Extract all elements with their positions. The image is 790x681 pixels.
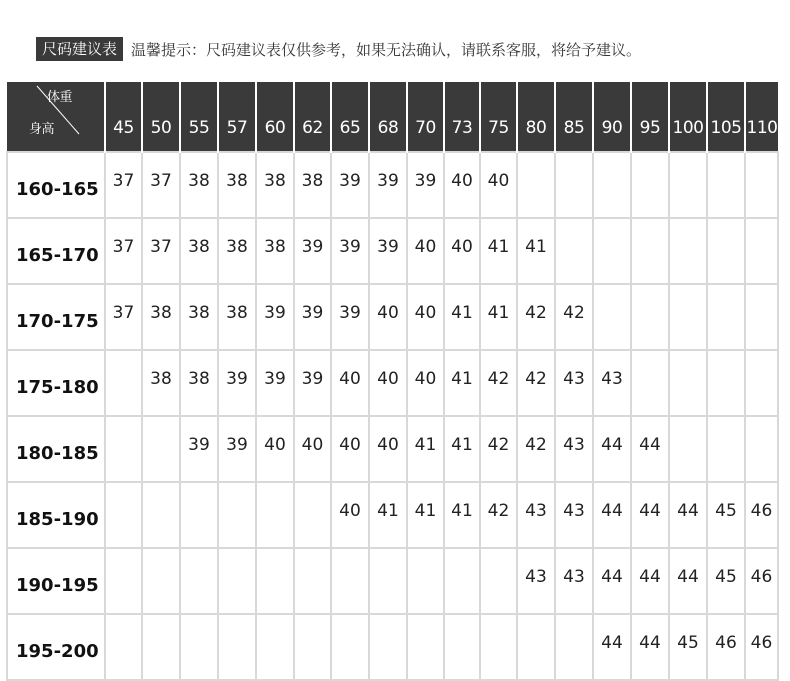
size-cell: 44 xyxy=(593,416,631,482)
size-cell: 46 xyxy=(745,548,778,614)
size-cell: 44 xyxy=(593,614,631,680)
table-row xyxy=(7,416,778,482)
size-cell: 44 xyxy=(631,614,669,680)
weight-header-cell: 60 xyxy=(256,82,294,152)
size-cell xyxy=(142,548,180,614)
weight-header-cell: 55 xyxy=(180,82,218,152)
size-cell: 38 xyxy=(180,218,218,284)
size-cell: 43 xyxy=(555,350,593,416)
size-chart-title: 尺码建议表 xyxy=(36,37,123,61)
size-cell xyxy=(593,218,631,284)
size-cell: 40 xyxy=(480,152,517,218)
table-row xyxy=(7,614,778,680)
page-header xyxy=(36,37,641,61)
size-cell: 43 xyxy=(517,548,555,614)
size-cell: 45 xyxy=(707,548,745,614)
size-cell: 39 xyxy=(369,152,407,218)
size-cell: 41 xyxy=(369,482,407,548)
size-cell: 39 xyxy=(180,416,218,482)
size-cell: 44 xyxy=(593,548,631,614)
table-row xyxy=(7,284,778,350)
size-cell: 39 xyxy=(294,218,331,284)
size-cell: 40 xyxy=(331,482,369,548)
size-cell xyxy=(180,548,218,614)
size-cell: 37 xyxy=(105,218,142,284)
size-cell: 39 xyxy=(256,284,294,350)
size-cell: 42 xyxy=(480,482,517,548)
size-cell: 41 xyxy=(407,482,444,548)
weight-header-cell: 110 xyxy=(745,82,778,152)
size-cell xyxy=(142,416,180,482)
weight-header-row xyxy=(7,82,778,152)
size-cell xyxy=(745,152,778,218)
weight-axis-label: 体重 xyxy=(47,90,73,105)
table-row xyxy=(7,350,778,416)
weight-header-cell: 80 xyxy=(517,82,555,152)
size-cell xyxy=(480,614,517,680)
size-chart-table xyxy=(6,82,779,681)
size-cell: 37 xyxy=(142,218,180,284)
size-cell xyxy=(331,614,369,680)
size-cell: 41 xyxy=(444,416,480,482)
size-cell xyxy=(555,218,593,284)
height-range-cell: 190-195 xyxy=(7,548,105,614)
size-cell: 40 xyxy=(444,152,480,218)
size-cell: 42 xyxy=(480,416,517,482)
size-cell: 44 xyxy=(631,482,669,548)
size-cell: 37 xyxy=(105,284,142,350)
size-cell: 42 xyxy=(555,284,593,350)
size-cell xyxy=(331,548,369,614)
table-row xyxy=(7,548,778,614)
height-range-cell: 180-185 xyxy=(7,416,105,482)
size-cell: 39 xyxy=(294,350,331,416)
size-cell: 39 xyxy=(218,350,256,416)
size-cell xyxy=(256,614,294,680)
height-range-cell: 160-165 xyxy=(7,152,105,218)
size-cell xyxy=(745,284,778,350)
size-cell xyxy=(707,350,745,416)
weight-header-cell: 62 xyxy=(294,82,331,152)
weight-header-cell: 85 xyxy=(555,82,593,152)
size-cell: 40 xyxy=(444,218,480,284)
size-cell: 42 xyxy=(517,416,555,482)
size-cell xyxy=(669,284,707,350)
size-cell xyxy=(593,152,631,218)
size-cell: 42 xyxy=(517,284,555,350)
weight-header-cell: 50 xyxy=(142,82,180,152)
size-cell: 40 xyxy=(331,350,369,416)
size-cell: 42 xyxy=(517,350,555,416)
size-cell xyxy=(105,548,142,614)
weight-header-cell: 70 xyxy=(407,82,444,152)
size-cell: 41 xyxy=(480,218,517,284)
weight-header-cell: 105 xyxy=(707,82,745,152)
size-cell: 45 xyxy=(707,482,745,548)
size-cell: 41 xyxy=(517,218,555,284)
size-cell xyxy=(745,416,778,482)
weight-header-cell: 100 xyxy=(669,82,707,152)
size-cell xyxy=(480,548,517,614)
size-cell: 41 xyxy=(444,482,480,548)
size-cell xyxy=(631,218,669,284)
weight-header-cell: 90 xyxy=(593,82,631,152)
size-cell: 38 xyxy=(180,284,218,350)
size-cell xyxy=(444,614,480,680)
height-range-cell: 195-200 xyxy=(7,614,105,680)
size-cell xyxy=(294,614,331,680)
size-cell xyxy=(294,548,331,614)
size-cell: 44 xyxy=(669,482,707,548)
size-cell xyxy=(669,416,707,482)
size-cell: 43 xyxy=(593,350,631,416)
size-cell xyxy=(555,152,593,218)
size-cell xyxy=(256,548,294,614)
size-cell xyxy=(218,482,256,548)
size-cell: 40 xyxy=(256,416,294,482)
weight-header-cell: 75 xyxy=(480,82,517,152)
size-cell: 44 xyxy=(669,548,707,614)
height-range-cell: 170-175 xyxy=(7,284,105,350)
size-cell: 38 xyxy=(142,350,180,416)
size-cell xyxy=(555,614,593,680)
size-cell xyxy=(517,614,555,680)
size-cell xyxy=(407,614,444,680)
size-cell xyxy=(218,614,256,680)
size-cell: 37 xyxy=(142,152,180,218)
size-cell: 37 xyxy=(105,152,142,218)
size-cell: 46 xyxy=(707,614,745,680)
size-cell xyxy=(142,614,180,680)
size-cell: 44 xyxy=(593,482,631,548)
size-cell: 40 xyxy=(407,284,444,350)
size-cell xyxy=(707,152,745,218)
size-cell xyxy=(745,218,778,284)
size-cell: 39 xyxy=(407,152,444,218)
size-cell: 39 xyxy=(369,218,407,284)
height-axis-label: 身高 xyxy=(29,122,55,137)
size-cell: 38 xyxy=(256,218,294,284)
size-cell xyxy=(105,350,142,416)
size-cell: 41 xyxy=(444,350,480,416)
weight-header-cell: 57 xyxy=(218,82,256,152)
corner-header xyxy=(7,82,105,152)
size-cell: 38 xyxy=(180,350,218,416)
size-cell xyxy=(444,548,480,614)
height-range-cell: 185-190 xyxy=(7,482,105,548)
size-cell: 39 xyxy=(218,416,256,482)
size-cell xyxy=(218,548,256,614)
size-cell: 46 xyxy=(745,614,778,680)
size-cell: 44 xyxy=(631,548,669,614)
weight-header-cell: 68 xyxy=(369,82,407,152)
size-rows xyxy=(7,152,778,680)
size-cell: 40 xyxy=(369,350,407,416)
size-cell: 41 xyxy=(407,416,444,482)
size-cell: 43 xyxy=(555,482,593,548)
size-cell xyxy=(669,152,707,218)
size-cell xyxy=(745,350,778,416)
size-cell: 39 xyxy=(294,284,331,350)
size-cell xyxy=(256,482,294,548)
weight-header-cell: 45 xyxy=(105,82,142,152)
size-cell xyxy=(631,284,669,350)
size-cell xyxy=(593,284,631,350)
size-cell: 38 xyxy=(218,218,256,284)
size-cell: 40 xyxy=(407,350,444,416)
table-row xyxy=(7,152,778,218)
size-cell: 39 xyxy=(331,152,369,218)
size-cell: 39 xyxy=(331,284,369,350)
weight-header-cell: 65 xyxy=(331,82,369,152)
size-cell: 40 xyxy=(369,284,407,350)
size-cell xyxy=(707,218,745,284)
size-cell xyxy=(707,416,745,482)
size-cell xyxy=(369,614,407,680)
size-cell: 43 xyxy=(517,482,555,548)
size-cell: 38 xyxy=(180,152,218,218)
size-cell: 40 xyxy=(407,218,444,284)
size-cell: 43 xyxy=(555,548,593,614)
size-cell: 46 xyxy=(745,482,778,548)
size-cell: 38 xyxy=(142,284,180,350)
size-cell xyxy=(180,482,218,548)
size-cell: 39 xyxy=(256,350,294,416)
size-cell: 42 xyxy=(480,350,517,416)
table-row xyxy=(7,482,778,548)
size-cell: 39 xyxy=(331,218,369,284)
size-cell: 40 xyxy=(369,416,407,482)
size-cell: 38 xyxy=(218,152,256,218)
height-range-cell: 175-180 xyxy=(7,350,105,416)
size-cell xyxy=(105,614,142,680)
size-cell xyxy=(180,614,218,680)
weight-header-cell: 95 xyxy=(631,82,669,152)
size-cell xyxy=(631,152,669,218)
size-tip-text: 温馨提示：尺码建议表仅供参考，如果无法确认，请联系客服，将给予建议。 xyxy=(131,40,642,59)
size-cell xyxy=(631,350,669,416)
size-cell xyxy=(707,284,745,350)
size-cell: 40 xyxy=(331,416,369,482)
size-cell xyxy=(407,548,444,614)
size-cell xyxy=(105,482,142,548)
size-cell: 41 xyxy=(480,284,517,350)
size-cell xyxy=(105,416,142,482)
size-cell xyxy=(517,152,555,218)
size-cell xyxy=(142,482,180,548)
size-cell: 38 xyxy=(256,152,294,218)
size-cell: 41 xyxy=(444,284,480,350)
size-cell: 40 xyxy=(294,416,331,482)
size-cell xyxy=(669,218,707,284)
table-row xyxy=(7,218,778,284)
size-cell: 38 xyxy=(294,152,331,218)
size-cell xyxy=(294,482,331,548)
weight-header-cell: 73 xyxy=(444,82,480,152)
size-cell xyxy=(669,350,707,416)
height-range-cell: 165-170 xyxy=(7,218,105,284)
size-cell: 43 xyxy=(555,416,593,482)
size-cell xyxy=(369,548,407,614)
size-cell: 45 xyxy=(669,614,707,680)
size-cell: 44 xyxy=(631,416,669,482)
size-cell: 38 xyxy=(218,284,256,350)
